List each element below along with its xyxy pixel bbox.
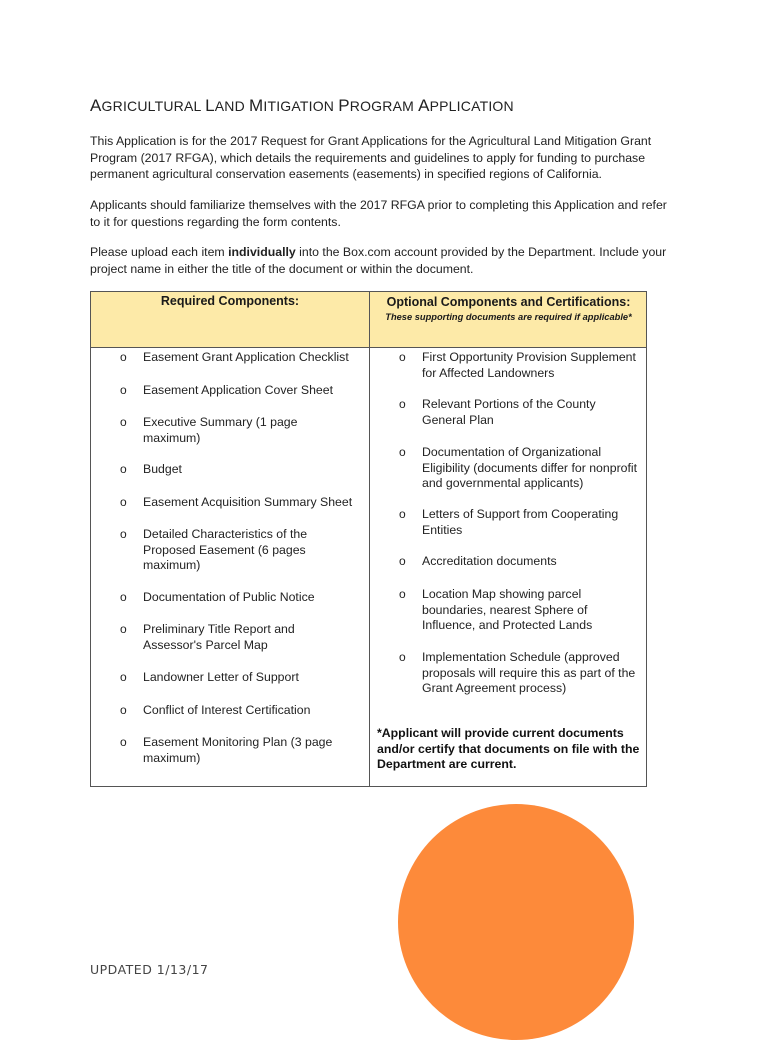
document-title (90, 96, 514, 116)
upload-text-start: Please upload each item (90, 245, 229, 259)
familiarize-paragraph: Applicants should familiarize themselves with the 2017 RFGA prior to completing this Application and refer to it for questions regarding the form contents. (90, 198, 667, 229)
upload-paragraph (90, 244, 670, 277)
list-item: o Relevant Portions of the County General Plan (399, 397, 596, 427)
bullet: o (399, 397, 406, 411)
bullet: o (120, 462, 127, 476)
title-word: ROGRAM (349, 98, 419, 114)
title-letter: M (248, 96, 264, 115)
bullet: o (120, 527, 127, 541)
bullet: o (399, 587, 406, 601)
column-divider (369, 292, 370, 786)
list-item: o Detailed Characteristics of the Proposed Easement (6 pages maximum) (120, 527, 308, 572)
bullet: o (399, 445, 406, 459)
title-word: PPLICATION (429, 98, 514, 114)
bullet: o (120, 622, 127, 636)
upload-text-bold: individually (228, 245, 296, 259)
intro-paragraph: This Application is for the 2017 Request for Grant Applications for the Agricultural Land Mitigation Grant Program (2017 RFGA), which details the requirements and guidelines to apply for funding to purchase permanent agricultural conservation easements (easements) in specified regions of California. (90, 134, 652, 181)
list-item: o Location Map showing parcel boundaries, nearest Sphere of Influence, and Protected Lands (399, 587, 593, 632)
bullet: o (399, 554, 406, 568)
applicant-note: *Applicant will provide current documents and/or certify that documents on file with the Department are current. (377, 726, 640, 771)
upload-text-end: into the Box.com account provided by the Department. Include your project name in either the title of the document or within the document. (90, 245, 667, 276)
title-word: ITIGATION (263, 98, 339, 114)
list-item: o Budget (120, 462, 182, 476)
optional-header-cell (370, 294, 647, 323)
bullet: o (120, 735, 127, 749)
list-item: o Documentation of Organizational Eligibility (documents differ for nonprofit and governmental applicants) (399, 445, 638, 490)
list-item: o Easement Application Cover Sheet (120, 383, 334, 397)
list-item: o Executive Summary (1 page maximum) (120, 415, 298, 445)
list-item: o Easement Grant Application Checklist (120, 350, 349, 364)
title-word: GRICULTURAL (101, 98, 206, 114)
list-item: o Preliminary Title Report and Assessor's Parcel Map (120, 622, 295, 652)
optional-subheader: These supporting documents are required if applicable* (385, 312, 632, 322)
bullet: o (120, 350, 127, 364)
list-item: o Implementation Schedule (approved proposals will require this as part of the Grant Agreement process) (399, 650, 636, 695)
list-item: o Landowner Letter of Support (120, 670, 299, 684)
required-header: Required Components: (160, 294, 300, 308)
bullet: o (399, 350, 406, 364)
bullet: o (120, 590, 127, 604)
list-item: o Documentation of Public Notice (120, 590, 315, 604)
list-item: o Easement Monitoring Plan (3 page maximum) (120, 735, 333, 765)
bullet: o (399, 507, 406, 521)
orange-circle-shape (398, 804, 634, 1040)
list-item: o Letters of Support from Cooperating Entities (399, 507, 619, 537)
title-letter: L (205, 96, 215, 115)
title-letter: A (90, 96, 102, 115)
bullet: o (120, 703, 127, 717)
list-item: o Accreditation documents (399, 554, 557, 568)
optional-header: Optional Components and Certifications: (386, 295, 631, 309)
bullet: o (120, 495, 127, 509)
list-item: o Easement Acquisition Summary Sheet (120, 495, 353, 509)
title-letter: P (338, 96, 350, 115)
bullet: o (120, 415, 127, 429)
components-table (90, 291, 647, 787)
list-item: o Conflict of Interest Certification (120, 703, 311, 717)
bullet: o (399, 650, 406, 664)
title-word: AND (214, 98, 249, 114)
list-item: o First Opportunity Provision Supplement for Affected Landowners (399, 350, 636, 380)
title-letter: A (418, 96, 430, 115)
updated-date: UPDATED 1/13/17 (90, 962, 209, 977)
bullet: o (120, 670, 127, 684)
bullet: o (120, 383, 127, 397)
